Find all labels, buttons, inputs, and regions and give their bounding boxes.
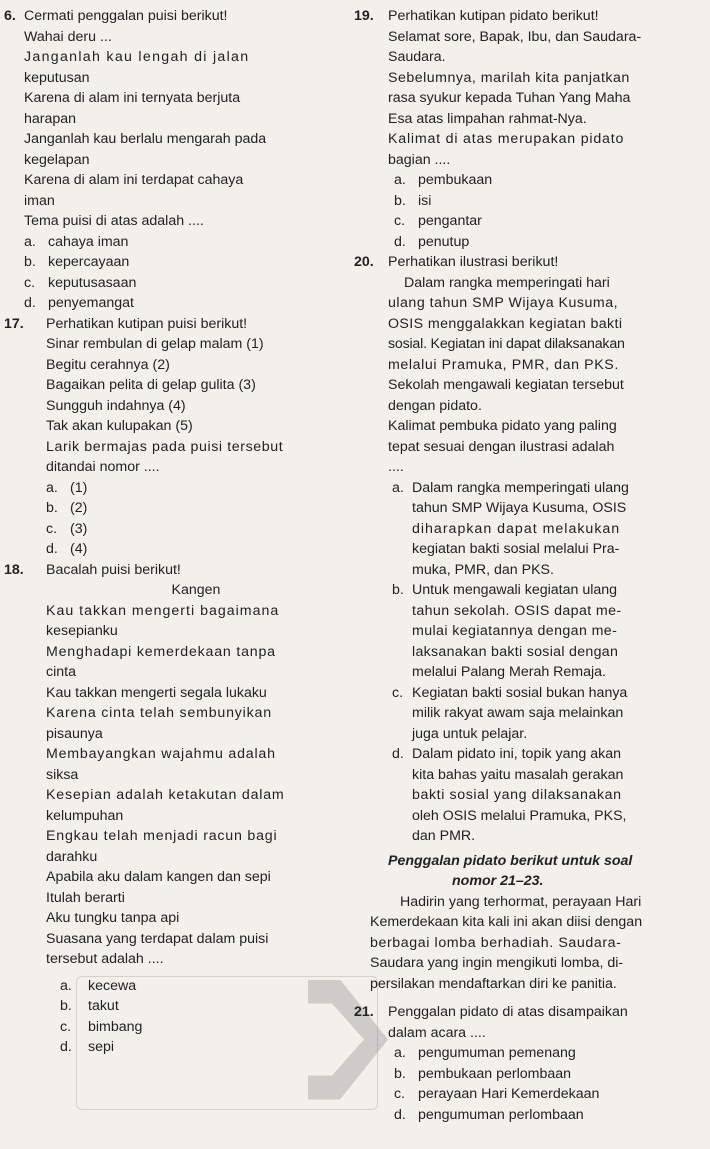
option-c[interactable]: c. perayaan Hari Kemerdekaan: [394, 1086, 600, 1102]
question-number: 21.: [354, 1004, 374, 1020]
poem-line: Sungguh indahnya (4): [46, 397, 186, 414]
option-d[interactable]: d. sepi: [60, 1039, 115, 1055]
question-text: Perhatikan kutipan puisi berikut!: [46, 315, 248, 332]
option-a[interactable]: a. pengumuman pemenang: [394, 1045, 576, 1061]
poem-title: Kangen: [171, 582, 221, 598]
option-d[interactable]: d. Dalam pidato ini, topik yang akan kita bahas yaitu masalah gerakan bakti sosial yang dilaksanakan oleh OSIS melalui Pramuka, PKS, dan PMR.: [392, 746, 627, 844]
option-c[interactable]: c. keputusasaan: [24, 274, 137, 291]
question-prompt: Kalimat di atas merupakan pidato: [388, 131, 625, 147]
passage-line: Kemerdekaan kita kali ini akan diisi dengan: [370, 914, 643, 930]
question-prompt: ....: [388, 459, 404, 475]
poem-line: darahku: [46, 848, 98, 865]
option-a[interactable]: a. (1): [46, 479, 88, 496]
poem-line: Kesepian adalah ketakutan dalam: [46, 787, 285, 803]
question-number: 19.: [354, 8, 374, 24]
illustration-line: sosial. Kegiatan ini dapat dilaksanakan: [388, 336, 625, 352]
poem-line: Janganlah kau berlalu mengarah pada: [24, 131, 267, 147]
answer-options: [46, 976, 346, 1058]
question-19: [354, 6, 706, 252]
poem-line: Karena di alam ini ternyata berjuta: [24, 90, 241, 106]
poem-line: harapan: [24, 110, 77, 127]
option-b[interactable]: b. isi: [394, 192, 432, 209]
illustration-line: Dalam rangka memperingati hari: [404, 274, 610, 291]
question-prompt: bagian ....: [388, 151, 451, 168]
speech-line: Sebelumnya, marilah kita panjatkan: [388, 69, 630, 86]
poem-line: Engkau telah menjadi racun bagi: [46, 828, 278, 844]
illustration-line: Sekolah mengawali kegiatan tersebut: [388, 377, 624, 393]
poem-line: Kau takkan mengerti bagaimana: [46, 602, 280, 619]
poem-line: Tak akan kulupakan (5): [46, 418, 193, 434]
option-c[interactable]: c. bimbang: [60, 1018, 143, 1035]
option-b[interactable]: b. takut: [60, 998, 119, 1014]
option-d[interactable]: d. pengumuman perlombaan: [394, 1106, 584, 1123]
illustration-line: melalui Pramuka, PMR, dan PKS.: [388, 356, 619, 373]
speech-line: Esa atas limpahan rahmat-Nya.: [388, 110, 587, 127]
passage-line: persilakan mendaftarkan diri ke panitia.: [370, 975, 617, 992]
poem-line: Aku tungku tanpa api: [46, 910, 180, 926]
poem-line: Karena di alam ini terdapat cahaya: [24, 172, 244, 188]
poem-line: pisaunya: [46, 725, 103, 742]
poem-line: Janganlah kau lengah di jalan: [24, 49, 250, 65]
question-number: 6.: [4, 8, 16, 24]
question-text: Cermati penggalan puisi berikut!: [24, 8, 228, 24]
question-18: [4, 560, 346, 1058]
question-number: 20.: [354, 254, 374, 270]
right-column: [354, 6, 706, 1125]
poem-line: keputusan: [24, 69, 90, 86]
left-column: [4, 6, 346, 1058]
poem-line: Bagaikan pelita di gelap gulita (3): [46, 377, 256, 393]
passage-heading: [354, 851, 706, 892]
option-a[interactable]: a. pembukaan: [394, 172, 493, 188]
poem-line: cinta: [46, 664, 76, 680]
passage-heading-line: Penggalan pidato berikut untuk soal: [388, 852, 633, 869]
question-number: 17.: [4, 315, 24, 332]
illustration-line: ulang tahun SMP Wijaya Kusuma,: [388, 295, 619, 311]
question-prompt: Kalimat pembuka pidato yang paling: [388, 418, 617, 434]
question-17: [4, 314, 346, 560]
option-d[interactable]: d. (4): [46, 541, 88, 557]
speech-line: Selamat sore, Bapak, Ibu, dan Saudara-: [388, 28, 642, 45]
illustration-line: OSIS menggalakkan kegiatan bakti: [388, 315, 623, 332]
option-b[interactable]: b. pembukaan perlombaan: [394, 1065, 572, 1082]
option-b[interactable]: b. kepercayaan: [24, 254, 130, 270]
passage-line: Saudara yang ingin mengikuti lomba, di-: [370, 955, 624, 971]
option-b[interactable]: b. (2): [46, 500, 88, 516]
speech-line: rasa syukur kepada Tuhan Yang Maha: [388, 90, 631, 106]
question-prompt: tepat sesuai dengan ilustrasi adalah: [388, 438, 615, 455]
poem-line: iman: [24, 192, 55, 209]
question-text: Perhatikan kutipan pidato berikut!: [388, 8, 599, 24]
poem-line: Apabila aku dalam kangen dan sepi: [46, 869, 271, 885]
option-c[interactable]: c. (3): [46, 520, 88, 537]
question-prompt: Larik bermajas pada puisi tersebut: [46, 438, 284, 455]
question-number: 18.: [4, 561, 24, 578]
question-text: Perhatikan ilustrasi berikut!: [388, 254, 559, 270]
question-20: [354, 252, 706, 847]
option-c[interactable]: c. Kegiatan bakti sosial bukan hanya milik rakyat awam saja melainkan juga untuk pelajar.: [392, 684, 628, 742]
passage-line: berbagai lomba berhadiah. Saudara-: [370, 934, 622, 951]
illustration-line: dengan pidato.: [388, 397, 482, 414]
poem-line: kegelapan: [24, 151, 90, 168]
poem-line: siksa: [46, 766, 79, 783]
option-a[interactable]: a. cahaya iman: [24, 233, 129, 250]
option-d[interactable]: d. penyemangat: [24, 295, 134, 311]
passage-line: Hadirin yang terhormat, perayaan Hari: [400, 893, 642, 910]
question-prompt: Tema puisi di atas adalah ....: [24, 213, 204, 229]
option-a[interactable]: a. kecewa: [60, 977, 137, 994]
option-b[interactable]: b. Untuk mengawali kegiatan ulang tahun sekolah. OSIS dapat me- mulai kegiatannya dengan me- laksanakan bakti sosial dengan melalui Palang Merah Remaja.: [392, 582, 622, 680]
question-prompt: dalam acara ....: [388, 1024, 486, 1041]
passage-heading-line: nomor 21–23.: [452, 873, 544, 889]
question-prompt: Suasana yang terdapat dalam puisi: [46, 930, 269, 947]
option-a[interactable]: a. Dalam rangka memperingati ulang tahun SMP Wijaya Kusuma, OSIS diharapkan dapat melakukan kegiatan bakti sosial melalui Pra- muka, PMR, dan PKS.: [392, 479, 629, 578]
poem-line: kelumpuhan: [46, 807, 124, 824]
speech-line: Saudara.: [388, 49, 446, 65]
poem-line: Sinar rembulan di gelap malam (1): [46, 336, 264, 352]
poem-line: Menghadapi kemerdekaan tanpa: [46, 643, 276, 660]
poem-line: Karena cinta telah sembunyikan: [46, 705, 272, 721]
question-text: Bacalah puisi berikut!: [46, 561, 181, 578]
question-text: Penggalan pidato di atas disampaikan: [388, 1004, 628, 1020]
option-d[interactable]: d. penutup: [394, 233, 470, 250]
poem-line: Begitu cerahnya (2): [46, 356, 170, 373]
poem-line: kesepianku: [46, 623, 118, 639]
question-prompt: ditandai nomor ....: [46, 459, 160, 475]
question-16: [4, 6, 346, 314]
question-21: [354, 1002, 706, 1125]
poem-line: Membayangkan wajahmu adalah: [46, 746, 276, 762]
option-c[interactable]: c. pengantar: [394, 213, 482, 229]
question-prompt: tersebut adalah ....: [46, 951, 164, 967]
poem-line: Kau takkan mengerti segala lukaku: [46, 684, 267, 701]
poem-line: Wahai deru ...: [24, 28, 112, 45]
speech-passage: [354, 892, 706, 995]
poem-line: Itulah berarti: [46, 889, 125, 906]
